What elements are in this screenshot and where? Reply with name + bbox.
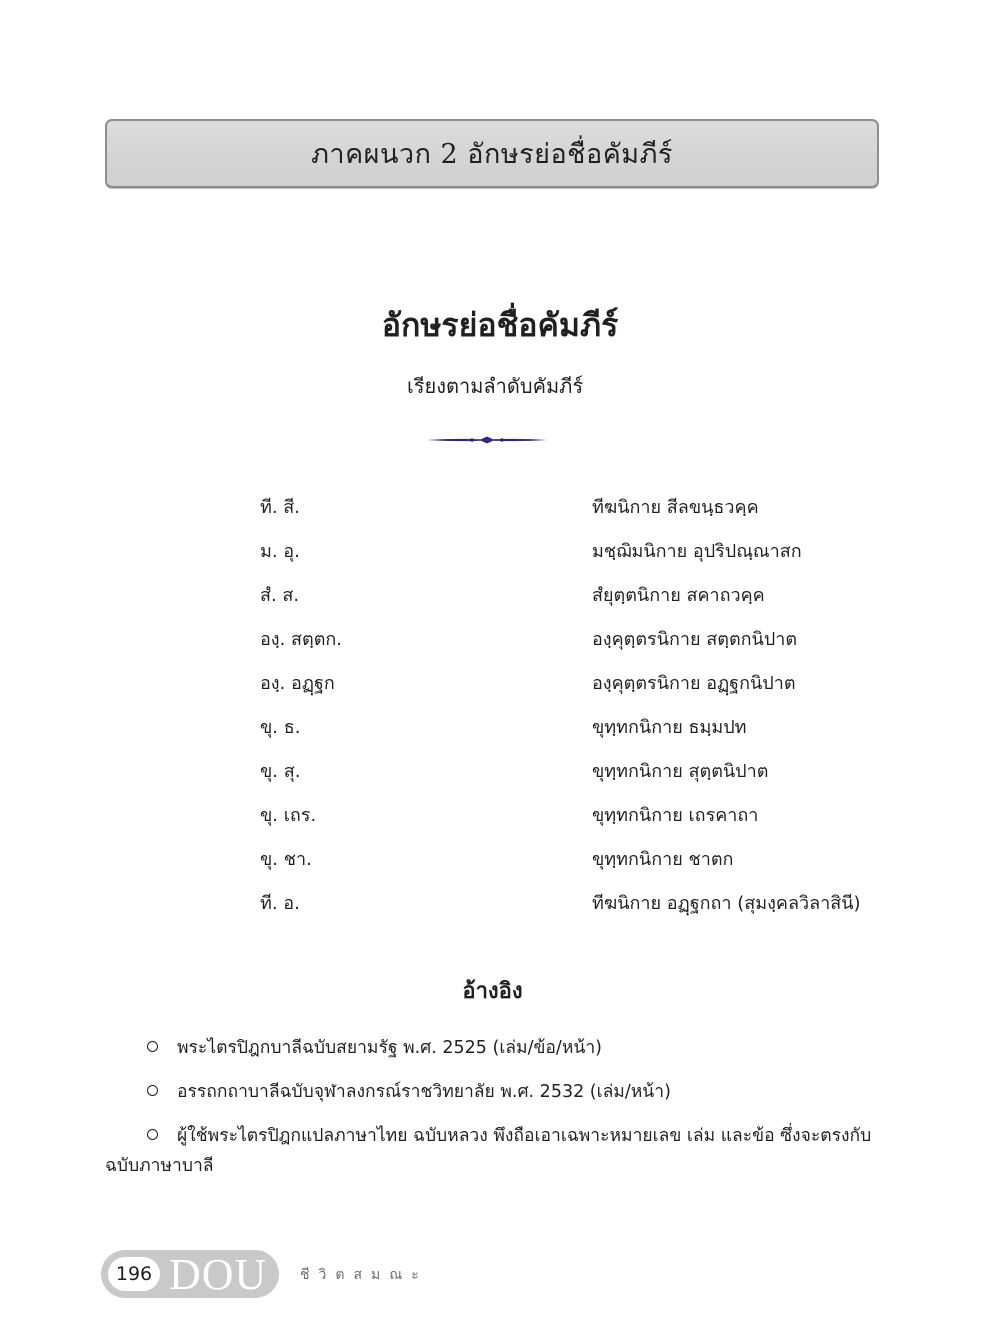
abbreviation-short: องฺ. สตฺตก.	[260, 629, 343, 650]
abbreviation-short: ขุ. ชา.	[260, 849, 312, 870]
abbreviation-full: องฺคุตฺตรนิกาย สตฺตกนิปาต	[592, 629, 798, 650]
running-footer-title: ชีวิตสมณะ	[300, 1267, 428, 1283]
abbreviation-full: ขุทฺทกนิกาย สุตฺตนิปาต	[592, 761, 769, 782]
references-list	[105, 1033, 885, 1195]
abbreviation-full: มชฺฌิมนิกาย อุปริปณฺณาสก	[592, 541, 802, 562]
circle-bullet-icon	[147, 1085, 158, 1096]
abbreviation-full: ขุทฺทกนิกาย ชาตก	[592, 849, 734, 870]
section-banner	[105, 119, 879, 188]
list-item	[105, 1033, 885, 1063]
reference-text: พระไตรปิฎกบาลีฉบับสยามรัฐ พ.ศ. 2525 (เล่ม/ข้อ/หน้า)	[177, 1038, 602, 1058]
section-banner-title: ภาคผนวก 2 อักษรย่อชื่อคัมภีร์	[311, 139, 673, 170]
abbreviation-short: ขุ. เถร.	[260, 805, 317, 826]
decorative-divider-icon	[425, 433, 549, 447]
table-row	[260, 580, 900, 624]
abbreviation-short: ม. อุ.	[260, 541, 300, 562]
references-heading: อ้างอิง	[462, 979, 523, 1004]
abbreviation-short: องฺ. อฏฺฐก	[260, 673, 335, 694]
table-row	[260, 492, 900, 536]
table-row	[260, 536, 900, 580]
abbreviation-short: ที. สี.	[260, 497, 301, 518]
abbreviation-table	[260, 492, 900, 932]
abbreviation-full: ขุทฺทกนิกาย เถรคาถา	[592, 805, 759, 826]
dou-logo: DOU	[169, 1250, 268, 1299]
abbreviation-full: ทีฆนิกาย สีลขนฺธวคฺค	[592, 497, 759, 518]
abbreviation-short: ที. อ.	[260, 893, 300, 914]
abbreviation-short: สํ. ส.	[260, 585, 300, 606]
footer-badge	[101, 1250, 279, 1298]
abbreviation-full: สํยุตฺตนิกาย สคาถวคฺค	[592, 585, 765, 606]
table-row	[260, 668, 900, 712]
table-row	[260, 756, 900, 800]
page-title: อักษรย่อชื่อคัมภีร์	[381, 306, 619, 344]
abbreviation-full: องฺคุตฺตรนิกาย อฏฺฐกนิปาต	[592, 673, 796, 694]
circle-bullet-icon	[147, 1129, 158, 1140]
page-number: 196	[108, 1257, 160, 1291]
abbreviation-short: ขุ. ธ.	[260, 717, 301, 738]
reference-text: ผู้ใช้พระไตรปิฎกแปลภาษาไทย ฉบับหลวง พึงถือเอาเฉพาะหมายเลข เล่ม และข้อ ซึ่งจะตรงกับฉบับภาษาบาลี	[105, 1126, 872, 1176]
abbreviation-full: ทีฆนิกาย อฏฺฐกถา (สุมงฺคลวิลาสินี)	[592, 893, 861, 914]
page-subtitle: เรียงตามลำดับคัมภีร์	[406, 374, 584, 398]
table-row	[260, 712, 900, 756]
list-item	[105, 1121, 885, 1181]
abbreviation-full: ขุทฺทกนิกาย ธมฺมปท	[592, 717, 747, 738]
list-item	[105, 1077, 885, 1107]
circle-bullet-icon	[147, 1041, 158, 1052]
table-row	[260, 844, 900, 888]
table-row	[260, 624, 900, 668]
table-row	[260, 888, 900, 932]
abbreviation-short: ขุ. สุ.	[260, 761, 301, 782]
reference-text: อรรถกถาบาลีฉบับจุฬาลงกรณ์ราชวิทยาลัย พ.ศ. 2532 (เล่ม/หน้า)	[177, 1082, 671, 1102]
table-row	[260, 800, 900, 844]
